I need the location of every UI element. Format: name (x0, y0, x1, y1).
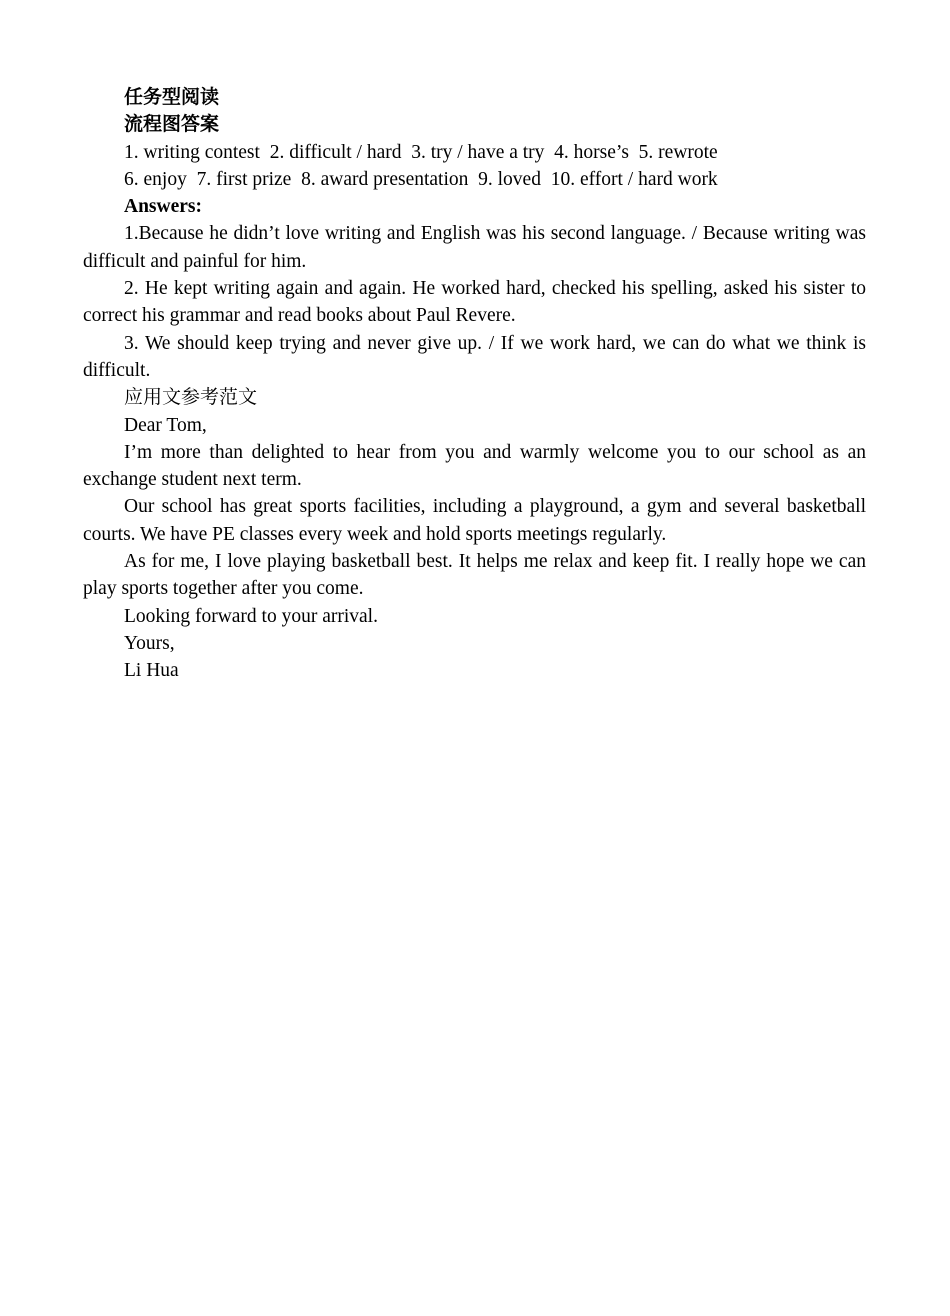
answer-key-line-1: 1. writing contest 2. difficult / hard 3. try / have a try 4. horse’s 5. rewrote (124, 141, 718, 163)
document-page (83, 84, 866, 685)
answer-key-line-2: 6. enjoy 7. first prize 8. award presentation 9. loved 10. effort / hard work (124, 168, 718, 190)
essay-heading: 应用文参考范文 (124, 386, 258, 409)
section-heading-task-reading: 任务型阅读 (124, 86, 220, 108)
letter-closing-line: Looking forward to your arrival. (124, 605, 378, 627)
letter-signature: Li Hua (124, 660, 179, 682)
letter-paragraph-2: Our school has great sports facilities, including a playground, a gym and several basketball courts. We have PE classes every week and hold sports meetings regularly. (83, 496, 866, 545)
answer-3: 3. We should keep trying and never give up. / If we work hard, we can do what we think is difficult. (83, 332, 866, 381)
letter-salutation: Dear Tom, (124, 414, 207, 436)
letter-paragraph-3: As for me, I love playing basketball best. It helps me relax and keep fit. I really hope we can play sports together after you come. (83, 551, 866, 600)
answers-label: Answers: (124, 196, 202, 218)
answer-2: 2. He kept writing again and again. He worked hard, checked his spelling, asked his sister to correct his grammar and read books about Paul Revere. (83, 278, 866, 327)
letter-paragraph-1: I’m more than delighted to hear from you and warmly welcome you to our school as an exchange student next term. (83, 441, 866, 491)
letter-sign-off: Yours, (124, 632, 175, 654)
section-heading-flowchart-answers: 流程图答案 (124, 113, 220, 136)
answer-1: 1.Because he didn’t love writing and English was his second language. / Because writing was difficult and painful for him. (83, 223, 866, 272)
